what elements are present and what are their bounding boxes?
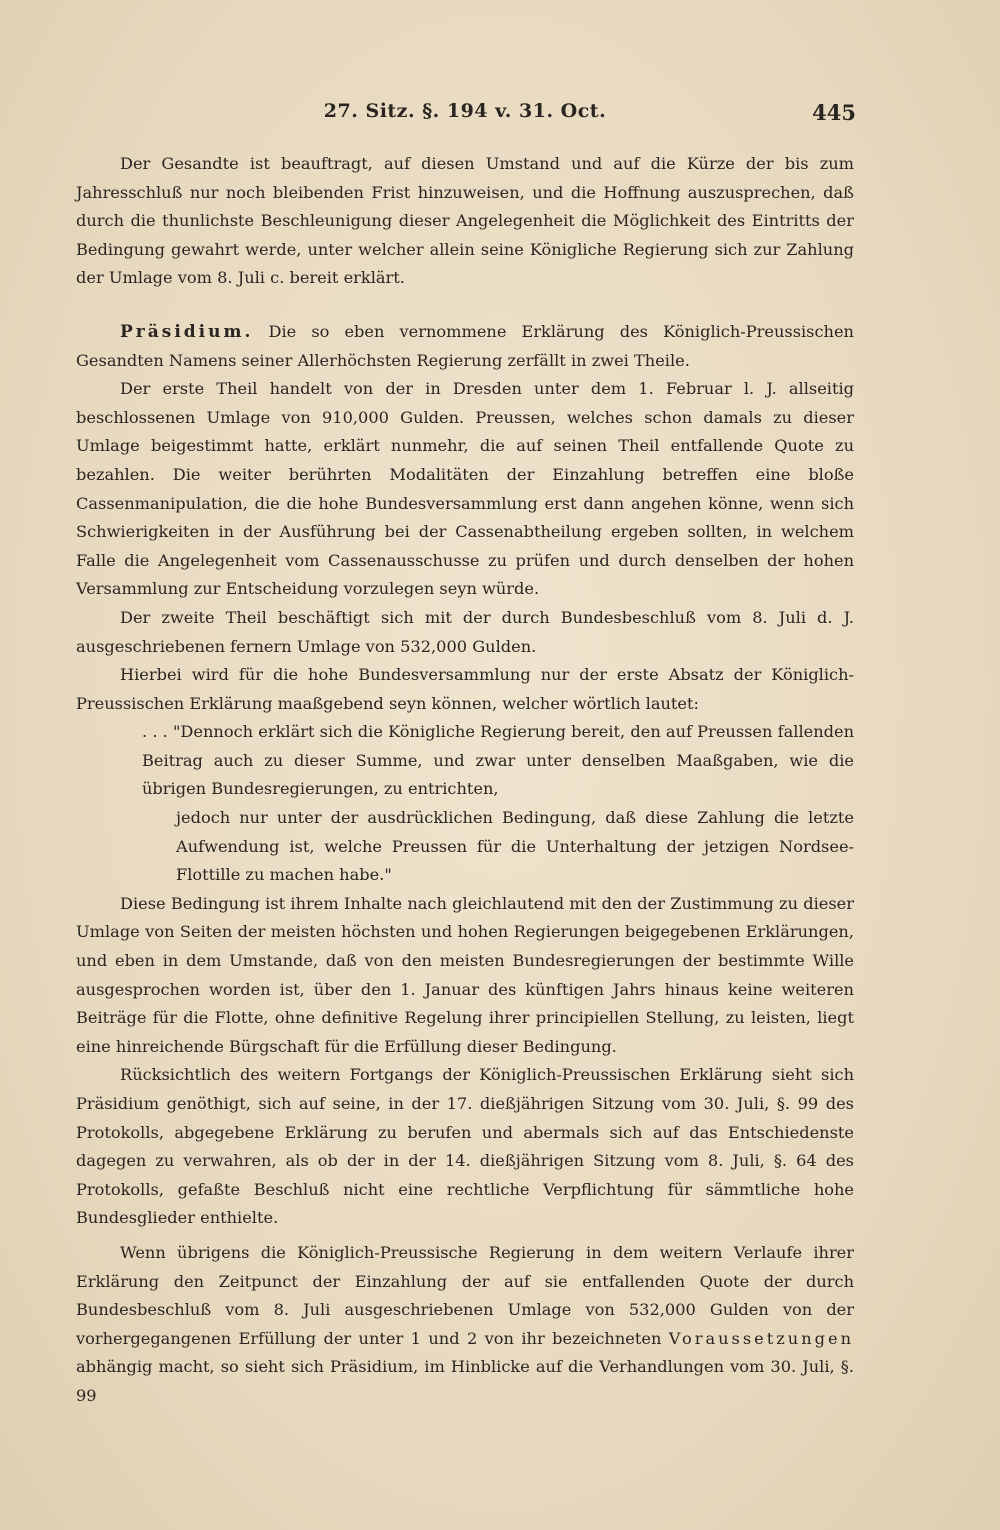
paragraph-praesidium: [76, 318, 854, 375]
page-number: 445: [812, 100, 856, 125]
paragraph-text: Die so eben vernommene Erklärung des Königlich-Preussischen Gesandten Namens seiner Allerhöchsten Regierung zerfällt in zwei Theile.: [76, 321, 854, 370]
paragraph-last: [76, 1239, 854, 1411]
paragraph: Der zweite Theil beschäftigt sich mit der durch Bundesbeschluß vom 8. Juli d. J. ausgeschriebenen fernern Umlage von 532,000 Gulden.: [76, 607, 854, 656]
paragraph-text: Wenn übrigens die Königlich-Preussische Regierung in dem weitern Verlaufe ihrer Erklärung den Zeitpunct der Einzahlung der auf sie entfallenden Quote der durch Bundesbeschluß vom 8. Juli ausgeschriebenen Umlage von 532,000 Gulden von der vorhergegangenen Erfüllung der unter 1 und 2 von ihr bezeichneten: [76, 1242, 854, 1348]
paragraph: Hierbei wird für die hohe Bundesversammlung nur der erste Absatz der Königlich-Preussischen Erklärung maaßgebend seyn können, welcher wörtlich lautet:: [76, 665, 854, 713]
quote-part-1: . . . "Dennoch erklärt sich die Königliche Regierung bereit, den auf Preussen fallenden Beitrag auch zu dieser Summe, und zwar unter denselben Maaßgaben, wie die übrigen Bundesregierungen, zu entrichten,: [142, 722, 854, 799]
quote-part-2: jedoch nur unter der ausdrücklichen Bedingung, daß diese Zahlung die letzte Aufwendung ist, welche Preussen für die Unterhaltung der jetzigen Nordsee-Flottille zu machen habe.": [176, 808, 854, 885]
paragraph-text: abhängig macht, so sieht sich Präsidium, im Hinblicke auf die Verhandlungen vom 30. Juli, §. 99: [76, 1357, 854, 1405]
running-head: 27. Sitz. §. 194 v. 31. Oct.: [323, 100, 607, 122]
emphasized-word: Voraussetzungen: [668, 1328, 854, 1348]
page-body: [76, 150, 854, 1411]
paragraph: Der Gesandte ist beauftragt, auf diesen Umstand und auf die Kürze der bis zum Jahresschluß nur noch bleibenden Frist hinzuweisen, und die Hoffnung auszusprechen, daß durch die thunlichste Beschleunigung dieser Angelegenheit die Möglichkeit des Eintritts der Bedingung gewahrt werde, unter welcher allein seine Königliche Regierung sich zur Zahlung der Umlage vom 8. Juli c. bereit erklärt.: [76, 154, 854, 288]
speaker-label: Präsidium.: [120, 321, 254, 342]
paragraph: Rücksichtlich des weitern Fortgangs der Königlich-Preussischen Erklärung sieht sich Präsidium genöthigt, sich auf seine, in der 17. dießjährigen Sitzung vom 30. Juli, §. 99 des Protokolls, abgegebene Erklärung zu berufen und abermals sich auf das Entschiedenste dagegen zu verwahren, als ob der in der 14. dießjährigen Sitzung vom 8. Juli, §. 64 des Protokolls, gefaßte Beschluß nicht eine rechtliche Verpflichtung für sämmtliche hohe Bundesglieder enthielte.: [76, 1065, 854, 1228]
paragraph: Der erste Theil handelt von der in Dresden unter dem 1. Februar l. J. allseitig beschlossenen Umlage von 910,000 Gulden. Preussen, welches schon damals zu dieser Umlage beigestimmt hatte, erklärt nunmehr, die auf seinen Theil entfallende Quote zu bezahlen. Die weiter berührten Modalitäten der Einzahlung betreffen eine bloße Cassenmanipulation, die die hohe Bundesversammlung erst dann angehen könne, wenn sich Schwierigkeiten in der Ausführung bei der Cassenabtheilung ergeben sollten, in welchem Falle die Angelegenheit vom Cassenausschusse zu prüfen und durch denselben der hohen Versammlung zur Entscheidung vorzulegen seyn würde.: [76, 379, 854, 599]
page-header: [76, 100, 854, 132]
paragraph: Diese Bedingung ist ihrem Inhalte nach gleichlautend mit den der Zustimmung zu dieser Umlage von Seiten der meisten höchsten und hohen Regierungen beigegebenen Erklärungen, und eben in dem Umstande, daß von den meisten Bundesregierungen der bestimmte Wille ausgesprochen worden ist, über den 1. Januar des künftigen Jahrs hinaus keine weiteren Beiträge für die Flotte, ohne definitive Regelung ihrer principiellen Stellung, zu leisten, liegt eine hinreichende Bürgschaft für die Erfüllung dieser Bedingung.: [76, 893, 854, 1056]
